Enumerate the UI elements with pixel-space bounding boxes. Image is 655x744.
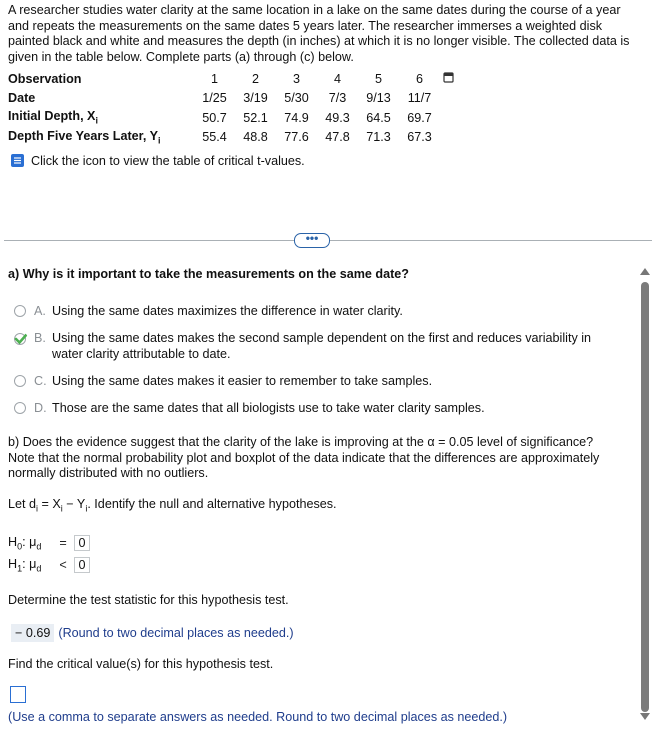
test-stat-hint: (Round to two decimal places as needed.) bbox=[58, 626, 294, 640]
table-cell: 1/25 bbox=[202, 91, 227, 106]
table-cell: 4 bbox=[333, 71, 341, 86]
table-cell: 49.3 bbox=[325, 110, 350, 125]
later-label-text: Depth Five Years Later, Y bbox=[8, 128, 159, 143]
table-cell: 74.9 bbox=[284, 110, 309, 125]
table-cell: 52.1 bbox=[243, 110, 268, 125]
let-sub: i bbox=[60, 503, 63, 514]
table-cell: 5 bbox=[374, 71, 382, 86]
table-cell: 3 bbox=[292, 71, 300, 86]
let-suffix: . Identify the null and alternative hypotheses. bbox=[87, 497, 337, 511]
critical-values-link[interactable] bbox=[10, 153, 305, 168]
critical-hint: (Use a comma to separate answers as needed. Round to two decimal places as needed.) bbox=[8, 710, 508, 724]
table-cell: 64.5 bbox=[366, 110, 391, 125]
table-cell: 71.3 bbox=[366, 130, 391, 145]
let-sub: i bbox=[85, 503, 88, 514]
h0-mu-sub: d bbox=[36, 541, 42, 552]
table-cell: 47.8 bbox=[325, 130, 350, 145]
test-stat-answer bbox=[11, 624, 294, 642]
option-text: Using the same dates makes it easier to remember to take samples. bbox=[52, 374, 433, 388]
initial-label-sub: i bbox=[95, 116, 98, 126]
problem-intro: A researcher studies water clarity at the same location in a lake on the same dates during the course of a year and repeats the measurements on the same dates 5 years later. The researcher immerses a weighted disk painted black and white and measures the depth (in inches) at which it is no longer visible. The collected data is given in the table below. Complete parts (a) through (c) below. bbox=[8, 3, 630, 64]
radio-d[interactable] bbox=[14, 402, 26, 414]
table-row bbox=[8, 89, 440, 109]
table-row bbox=[8, 108, 440, 128]
table-cell: 9/13 bbox=[366, 91, 391, 106]
h1-mu-sub: d bbox=[36, 563, 42, 574]
table-cell: 55.4 bbox=[202, 130, 227, 145]
let-dash: − Y bbox=[62, 497, 86, 511]
let-statement bbox=[8, 497, 337, 517]
more-button[interactable]: ••• bbox=[294, 233, 330, 248]
h0-operator[interactable]: = bbox=[59, 536, 67, 550]
question-a: a) Why is it important to take the measurements on the same date? bbox=[8, 267, 409, 281]
table-cell: 11/7 bbox=[407, 91, 432, 106]
row-label-observation: Observation bbox=[8, 71, 82, 86]
option-c[interactable] bbox=[14, 374, 624, 390]
table-cell: 50.7 bbox=[202, 110, 227, 125]
alt-hypothesis bbox=[8, 557, 90, 573]
row-label-later bbox=[8, 128, 194, 148]
scrollbar[interactable] bbox=[638, 264, 652, 724]
table-cell: 5/30 bbox=[284, 91, 309, 106]
table-row bbox=[8, 128, 440, 148]
option-letter: B. bbox=[34, 331, 46, 345]
scroll-down-icon[interactable] bbox=[640, 713, 650, 720]
table-row bbox=[8, 69, 440, 89]
let-sub: i bbox=[36, 503, 39, 514]
h0-label bbox=[8, 535, 54, 552]
row-label-initial bbox=[8, 108, 194, 128]
option-letter: C. bbox=[34, 374, 47, 388]
initial-label-text: Initial Depth, X bbox=[8, 109, 96, 124]
later-label-sub: i bbox=[158, 135, 161, 146]
question-b: b) Does the evidence suggest that the clarity of the lake is improving at the α = 0.05 level of significance? Note that the normal probability plot and boxplot of the data indicate that the differences are approximately normally distributed with no outliers. bbox=[8, 435, 600, 480]
table-cell: 1 bbox=[210, 71, 218, 86]
option-letter: D. bbox=[34, 401, 47, 415]
table-cell: 6 bbox=[415, 71, 423, 86]
let-prefix: Let d bbox=[8, 497, 37, 511]
h1-mu: : μ bbox=[22, 556, 37, 571]
option-b[interactable] bbox=[14, 331, 624, 362]
h1-value[interactable]: 0 bbox=[74, 557, 90, 573]
data-table bbox=[8, 69, 440, 147]
h1-letter: H bbox=[8, 556, 18, 571]
table-cell: 2 bbox=[251, 71, 259, 86]
critical-values-link-text[interactable]: Click the icon to view the table of critical t-values. bbox=[31, 153, 305, 168]
test-stat-prompt: Determine the test statistic for this hypothesis test. bbox=[8, 593, 289, 607]
scroll-up-icon[interactable] bbox=[640, 268, 650, 275]
h0-value[interactable]: 0 bbox=[74, 535, 90, 551]
null-hypothesis bbox=[8, 535, 90, 551]
option-text: Those are the same dates that all biologists use to take water clarity samples. bbox=[52, 401, 485, 415]
h0-sub: 0 bbox=[17, 541, 23, 552]
option-a[interactable] bbox=[14, 304, 624, 320]
critical-value-input[interactable] bbox=[10, 686, 26, 703]
scroll-thumb[interactable] bbox=[641, 282, 649, 712]
table-cell: 77.6 bbox=[284, 130, 309, 145]
option-text: Using the same dates maximizes the difference in water clarity. bbox=[52, 304, 403, 318]
option-text: Using the same dates makes the second sample dependent on the first and reduces variability in water clarity attributable to date. bbox=[52, 331, 592, 361]
table-cell: 7/3 bbox=[328, 91, 347, 106]
h1-label bbox=[8, 557, 54, 574]
radio-a[interactable] bbox=[14, 305, 26, 317]
h0-letter: H bbox=[8, 534, 18, 549]
h1-operator[interactable]: < bbox=[59, 558, 67, 572]
option-letter: A. bbox=[34, 304, 46, 318]
radio-c[interactable] bbox=[14, 375, 26, 387]
selected-check-icon[interactable] bbox=[14, 332, 28, 346]
h1-sub: 1 bbox=[17, 563, 23, 574]
table-cell: 48.8 bbox=[243, 130, 268, 145]
test-stat-value[interactable]: − 0.69 bbox=[11, 624, 54, 642]
h0-mu: : μ bbox=[22, 534, 37, 549]
option-d[interactable] bbox=[14, 401, 624, 417]
table-cell: 67.3 bbox=[407, 130, 432, 145]
critical-prompt: Find the critical value(s) for this hypothesis test. bbox=[8, 657, 274, 671]
copy-data-icon[interactable] bbox=[443, 72, 454, 83]
book-icon[interactable] bbox=[10, 153, 25, 168]
let-mid: = X bbox=[38, 497, 61, 511]
row-label-date: Date bbox=[8, 91, 36, 106]
table-cell: 69.7 bbox=[407, 110, 432, 125]
table-cell: 3/19 bbox=[243, 91, 268, 106]
